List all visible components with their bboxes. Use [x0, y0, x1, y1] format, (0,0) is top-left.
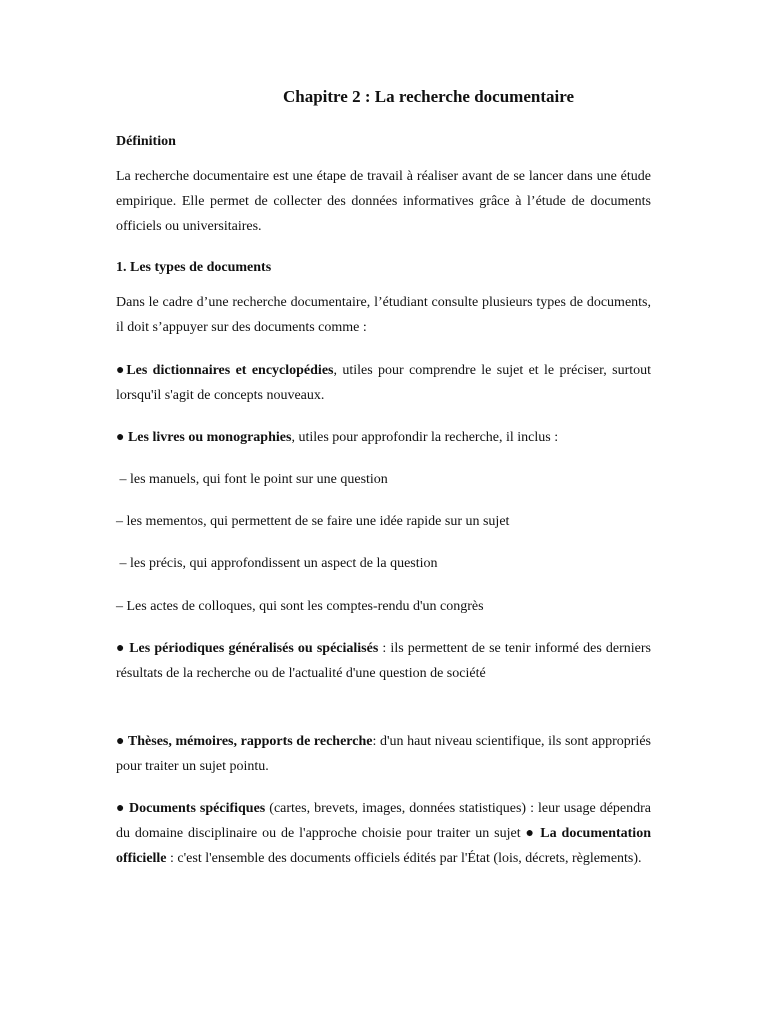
sub-item-actes: – Les actes de colloques, qui sont les comptes-rendu d'un congrès — [116, 599, 484, 614]
item-specific-text: (cartes, brevets, images, données statistiques) : leur usage dépendra du domaine disciplinaire ou de l'approche choisie pour traiter un sujet — [116, 801, 651, 841]
sub-item-mementos: – les mementos, qui permettent de se faire une idée rapide sur un sujet — [116, 514, 510, 529]
item-books-text: , utiles pour approfondir la recherche, il inclus : — [291, 430, 559, 445]
item-periodicals-text: : ils permettent de se tenir informé des derniers résultats de la recherche ou de l'actualité d'une question de société — [116, 641, 651, 681]
item-dictionaries-text: , utiles pour comprendre le sujet et le préciser, surtout lorsqu'il s'agit de concepts nouveaux. — [116, 363, 652, 403]
item-specific-label: ● Documents spécifiques — [116, 801, 266, 816]
item-dictionaries — [116, 358, 651, 408]
section1-heading: 1. Les types de documents — [116, 260, 272, 275]
definition-heading: Définition — [116, 134, 176, 149]
item-periodicals-label: ● Les périodiques généralisés ou spécialisés — [116, 641, 379, 656]
item-theses — [116, 729, 651, 779]
item-periodicals — [116, 636, 651, 686]
section1-intro: Dans le cadre d’une recherche documentaire, l’étudiant consulte plusieurs types de documents, il doit s’appuyer sur des documents comme : — [116, 295, 651, 335]
sub-item-manuals: – les manuels, qui font le point sur une question — [116, 472, 388, 487]
item-official-label: ● La documentation officielle — [116, 826, 651, 866]
item-official-text: : c'est l'ensemble des documents officiels édités par l'État (lois, décrets, règlements). — [166, 851, 642, 866]
sub-item-precis: – les précis, qui approfondissent un aspect de la question — [116, 556, 438, 571]
page-title: Chapitre 2 : La recherche documentaire — [282, 87, 574, 106]
item-specific — [116, 796, 651, 871]
item-dictionaries-label: ●Les dictionnaires et encyclopédies — [116, 363, 334, 378]
item-theses-text: : d'un haut niveau scientifique, ils sont appropriés pour traiter un sujet pointu. — [116, 734, 651, 774]
item-books — [116, 425, 558, 450]
definition-paragraph: La recherche documentaire est une étape de travail à réaliser avant de se lancer dans une étude empirique. Elle permet de collecter des données informatives grâce à l’étude de documents officiels ou universitaires. — [116, 169, 651, 234]
item-theses-label: ● Thèses, mémoires, rapports de recherche — [116, 734, 373, 749]
item-books-label: ● Les livres ou monographies — [116, 430, 292, 445]
